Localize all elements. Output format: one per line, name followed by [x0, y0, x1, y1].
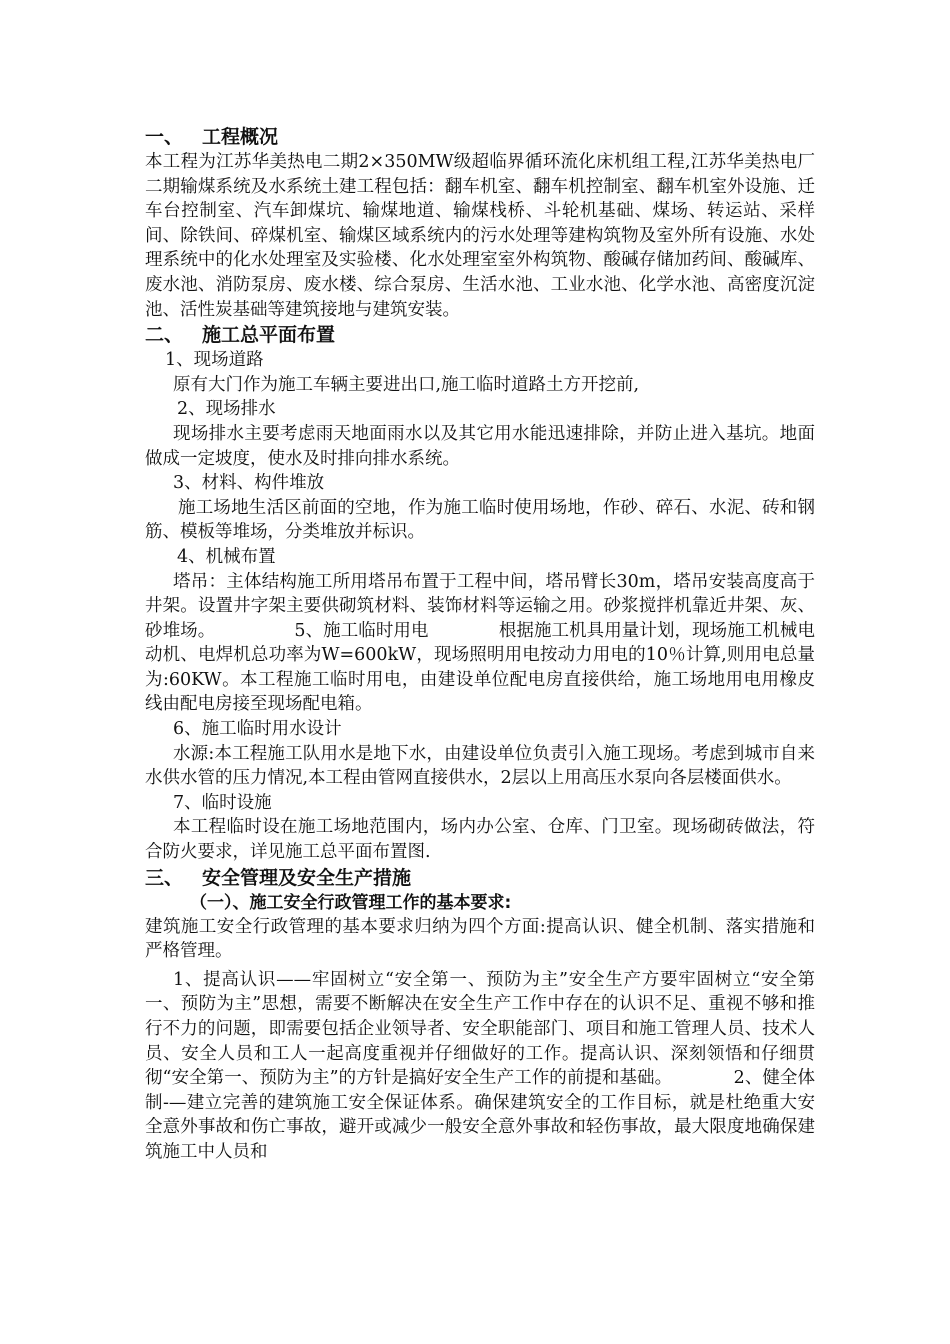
section-heading-2 [145, 322, 815, 348]
section-number: 三、 [145, 866, 184, 889]
paragraph: 原有大门作为施工车辆主要进出口,施工临时道路土方开挖前, [173, 374, 640, 395]
paragraph: 建筑施工安全行政管理的基本要求归纳为四个方面:提高认识、健全机制、落实措施和严格管理。 [145, 916, 815, 962]
subheading: 6、施工临时用水设计 [173, 719, 342, 740]
paragraph: 塔吊：主体结构施工所用塔吊布置于工程中间，塔吊臂长30m，塔吊安装高度高于井架。设置井字架主要供砌筑材料、装饰材料等运输之用。砂浆搅拌机靠近井架、灰、砂堆场。 5、施工临时用电 根据施工机具用量计划，现场施工机械电动机、电焊机总功率为W=600kW，现场照明用电按动力用电的10％计算,则用电总量为:60KW。本工程施工临时用电，由建设单位配电房直接供给，施工场地用电用橡皮线由配电房接至现场配电箱。 [145, 571, 815, 715]
section-title: 施工总平面布置 [202, 324, 336, 347]
section-title: 工程概况 [202, 126, 279, 148]
document-page [145, 124, 815, 1165]
section-number: 二、 [145, 324, 184, 347]
paragraph: 水源:本工程施工队用水是地下水，由建设单位负责引入施工现场。考虑到城市自来水供水管的压力情况,本工程由管网直接供水，2层以上用高压水泵向各层楼面供水。 [145, 743, 815, 789]
subheading: 3、材料、构件堆放 [173, 473, 325, 494]
subheading: 1、现场道路 [165, 350, 264, 371]
subsection-heading: （一）、施工安全行政管理工作的基本要求: [190, 892, 512, 913]
section-heading-1 [145, 124, 815, 150]
paragraph: 1、提高认识——牢固树立“安全第一、预防为主”安全生产方要牢固树立“安全第一、预防为主”思想，需要不断解决在安全生产工作中存在的认识不足、重视不够和推行不力的问题，即需要包括企业领导者、安全职能部门、项目和施工管理人员、技术人员、安全人员和工人一起高度重视并仔细做好的工作。提高认识、深刻领悟和仔细贯彻“安全第一、预防为主”的方针是搞好安全生产工作的前提和基础。 2、健全体制-—建立完善的建筑施工安全保证体系。确保建筑安全的工作目标，就是杜绝重大安全意外事故和伤亡事故，避开或减少一般安全意外事故和轻伤事故，最大限度地确保建筑施工中人员和 [145, 969, 815, 1162]
subheading: 4、机械布置 [177, 546, 276, 567]
section-heading-3 [145, 865, 815, 891]
subheading: 7、临时设施 [173, 792, 272, 813]
section-number: 一、 [145, 126, 184, 148]
paragraph: 本工程为江苏华美热电二期2×350MW级超临界循环流化床机组工程,江苏华美热电厂二期输煤系统及水系统土建工程包括：翻车机室、翻车机控制室、翻车机室外设施、迁车台控制室、汽车卸煤坑、输煤地道、输煤栈桥、斗轮机基础、煤场、转运站、采样间、除铁间、碎煤机室、输煤区域系统内的污水处理等建构筑物及室外所有设施、水处理系统中的化水处理室及实验楼、化水处理室室外构筑物、酸碱存储加药间、酸碱库、废水池、消防泵房、废水楼、综合泵房、生活水池、工业水池、化学水池、高密度沉淀池、活性炭基础等建筑接地与建筑安装。 [145, 152, 815, 320]
paragraph: 现场排水主要考虑雨天地面雨水以及其它用水能迅速排除，并防止进入基坑。地面做成一定坡度，使水及时排向排水系统。 [145, 423, 815, 469]
paragraph: 施工场地生活区前面的空地，作为施工临时使用场地，作砂、碎石、水泥、砖和钢筋、模板等堆场，分类堆放并标识。 [145, 497, 815, 543]
subheading: 2、现场排水 [177, 399, 276, 420]
paragraph: 本工程临时设在施工场地范围内，场内办公室、仓库、门卫室。现场砌砖做法，符合防火要求，详见施工总平面布置图. [145, 817, 815, 863]
section-title: 安全管理及安全生产措施 [202, 866, 412, 889]
